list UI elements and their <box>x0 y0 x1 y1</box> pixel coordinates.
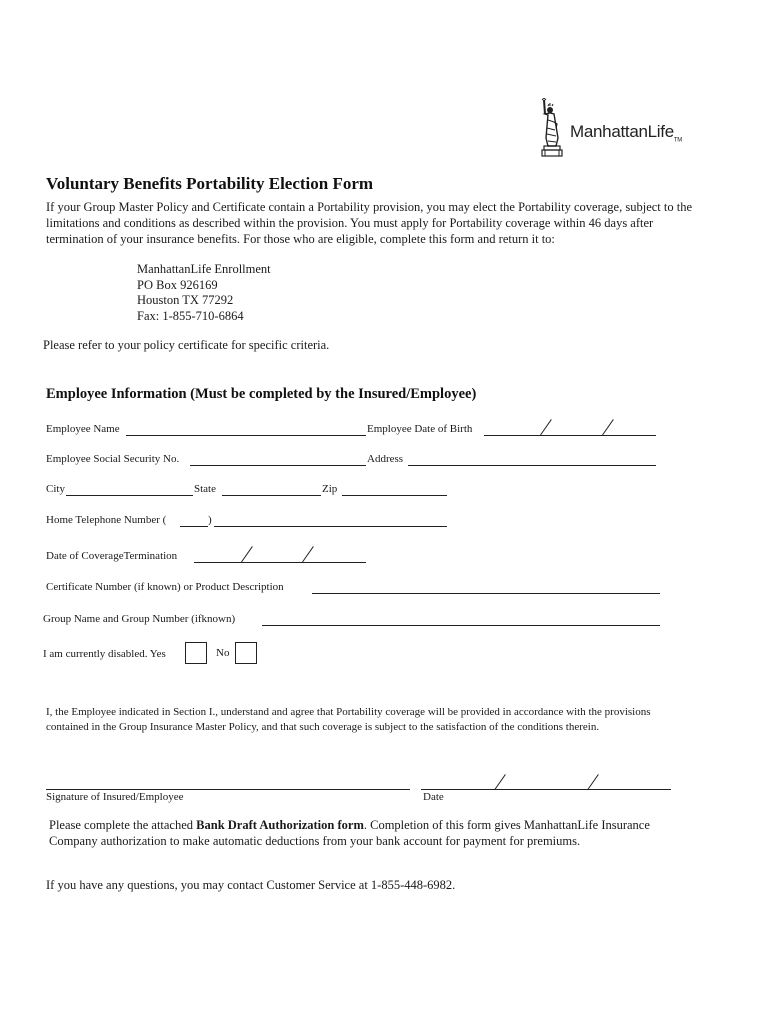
employee-dob-field[interactable] <box>484 435 656 436</box>
address-field[interactable] <box>408 465 656 466</box>
date-separator <box>302 546 314 562</box>
certificate-field[interactable] <box>312 593 660 594</box>
date-separator <box>602 419 614 435</box>
group-field[interactable] <box>262 625 660 626</box>
address-line: ManhattanLife Enrollment <box>137 262 271 276</box>
bank-draft-form-name: Bank Draft Authorization form <box>196 818 364 832</box>
bank-draft-suffix: . Completion of this form gives ManhattanLife Insurance Company authorization to make automatic deductions from your bank account for payment for premiums. <box>49 818 650 848</box>
disabled-yes-checkbox[interactable] <box>185 642 207 664</box>
date-label: Date <box>423 791 444 803</box>
disabled-no-label: No <box>216 647 230 659</box>
ssn-label: Employee Social Security No. <box>46 453 180 465</box>
mailing-address <box>137 262 271 324</box>
intro-paragraph: If your Group Master Policy and Certificate contain a Portability provision, you may elect the Portability coverage, subject to the limitations and conditions as described within the provision. You must apply for Portability coverage within 46 days after termination of your insurance benefits. For those who are eligible, complete this form and return it to: <box>46 200 693 246</box>
bank-draft-paragraph <box>49 818 689 849</box>
date-separator <box>540 419 552 435</box>
group-label: Group Name and Group Number (ifknown) <box>43 613 236 625</box>
refer-note: Please refer to your policy certificate for specific criteria. <box>43 338 330 352</box>
fax-line: Fax: 1-855-710-6864 <box>137 308 244 323</box>
area-code-field[interactable] <box>180 526 208 527</box>
employee-dob-label: Employee Date of Birth <box>367 423 473 435</box>
consent-paragraph: I, the Employee indicated in Section I., understand and agree that Portability coverage will be provided in accordance with the provisions contained in the Group Insurance Master Policy, and that such coverage is subject to the satisfaction of the conditions therein. <box>46 706 651 733</box>
disabled-no-checkbox[interactable] <box>235 642 257 664</box>
ssn-field[interactable] <box>190 465 366 466</box>
section-heading: Employee Information (Must be completed by the Insured/Employee) <box>46 386 477 402</box>
state-label: State <box>194 483 216 495</box>
city-label: City <box>46 483 65 495</box>
brand-name: ManhattanLife <box>570 122 674 141</box>
signature-field[interactable] <box>46 789 410 790</box>
home-phone-field[interactable] <box>214 526 447 527</box>
zip-field[interactable] <box>342 495 447 496</box>
logo-text <box>570 122 682 143</box>
coverage-termination-field[interactable] <box>194 562 366 563</box>
home-phone-label: Home Telephone Number ( <box>46 514 167 526</box>
city-field[interactable] <box>66 495 193 496</box>
statue-of-liberty-icon <box>538 98 572 160</box>
address-line: PO Box 926169 <box>137 277 218 292</box>
date-separator <box>241 546 253 562</box>
bank-draft-prefix: Please complete the attached <box>49 818 197 832</box>
coverage-termination-label: Date of CoverageTermination <box>46 550 178 562</box>
employee-name-field[interactable] <box>126 435 366 436</box>
zip-label: Zip <box>322 483 338 495</box>
state-field[interactable] <box>222 495 321 496</box>
employee-name-label: Employee Name <box>46 423 120 435</box>
paren-close: ) <box>208 514 212 526</box>
date-separator <box>494 774 506 790</box>
disabled-label: I am currently disabled. Yes <box>43 648 166 660</box>
form-title: Voluntary Benefits Portability Election Form <box>46 174 374 193</box>
trademark-mark: TM <box>673 137 682 144</box>
address-label: Address <box>367 453 404 465</box>
date-separator <box>587 774 599 790</box>
signature-date-field[interactable] <box>421 789 671 790</box>
address-line: Houston TX 77292 <box>137 293 234 307</box>
signature-label: Signature of Insured/Employee <box>46 791 184 803</box>
customer-service-note: If you have any questions, you may contact Customer Service at 1-855-448-6982. <box>46 878 456 892</box>
certificate-label: Certificate Number (if known) or Product Description <box>46 581 284 593</box>
